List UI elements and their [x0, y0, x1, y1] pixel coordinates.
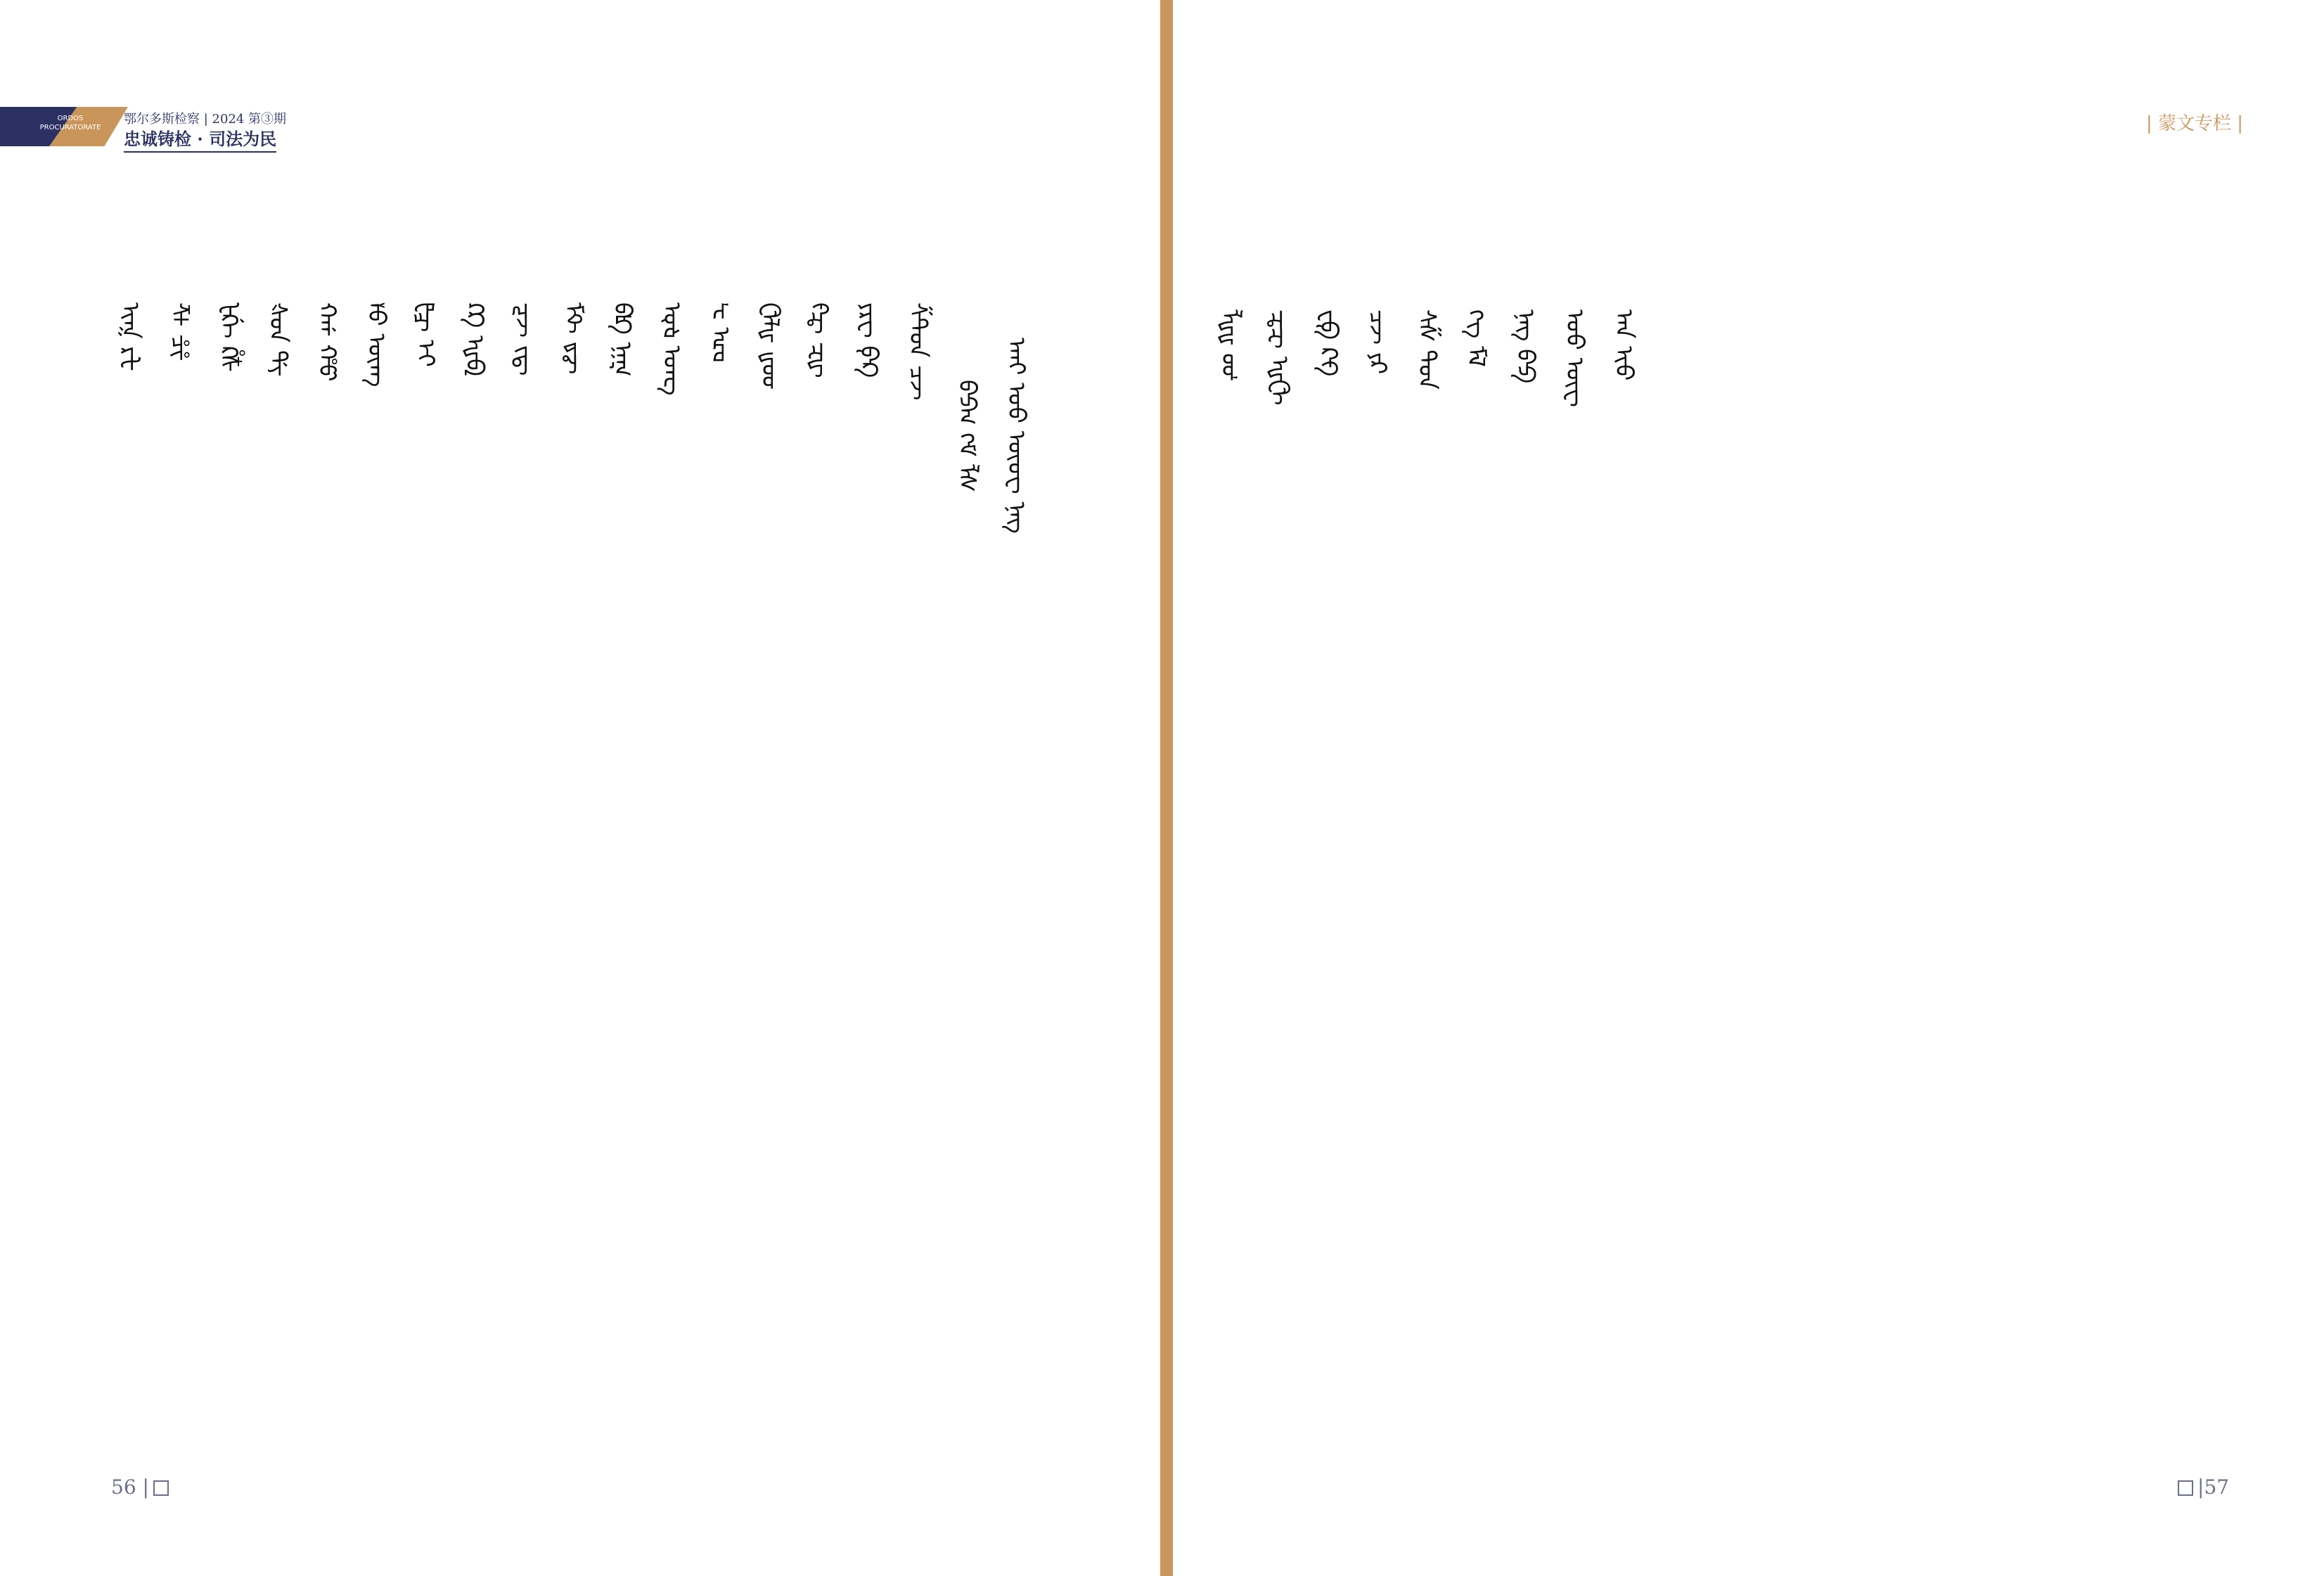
mongolian-text-column: ᡧᡨ ᡩᡪ: [264, 302, 292, 377]
mongolian-text-column: ᡇᡈ ᡉᡊ: [657, 302, 686, 396]
mongolian-text-column: ᠿᡀ ᡁᡂ: [756, 302, 784, 390]
mongolian-text-column: ᠸᠹ ᠺᠻ: [1314, 309, 1342, 377]
procuratorate-logo: ORDOS PROCURATORATE: [39, 115, 101, 132]
magazine-issue: 鄂尔多斯检察 | 2024 第③期: [124, 112, 287, 127]
mongolian-text-column: ᠼᠽ ᠾᠿ: [1265, 309, 1293, 406]
mongolian-text-column: ᠠᠡᠢ ᠣᠤ ᠥᠦᠧ ᠨᠩ: [1002, 338, 1030, 534]
mongolian-text-column: ᡣᡤ ᡥᡦ: [313, 302, 341, 382]
mongolian-text-column: ᡗᡘ ᡙᡚ: [461, 302, 489, 377]
mongolian-text-column: ᠶᠷᠸ ᠹᠺ: [854, 302, 882, 378]
mongolian-text-column: ᠴᠵ ᠶᠷ: [1363, 309, 1392, 375]
mongolian-text-column: ᠬᠭ ᠮᠯ: [1462, 309, 1490, 367]
mongolian-text-column: ᡛᡜ ᡝᡞ: [411, 302, 439, 367]
mongolian-text-column: ᡀᡁ ᡂᡃ: [1216, 309, 1244, 380]
mongolian-text-column: ᠻᠼ ᠽᠾ: [805, 302, 833, 378]
journal-icon: [153, 1480, 169, 1496]
mongolian-text-column: ᠤᠥ ᠦᠧ: [1560, 309, 1588, 407]
section-tag: | 蒙文专栏 |: [2146, 113, 2244, 134]
mongolian-text-column: ᡓᡔ ᡕᡖ: [510, 302, 538, 376]
mongolian-text-column: ᠰᠱ ᠲᠳ: [1413, 309, 1441, 390]
journal-icon: [2178, 1480, 2193, 1496]
left-page: [0, 0, 1160, 1576]
mongolian-text-column: ᡏᡐ ᡑᡒ: [559, 302, 587, 375]
mongolian-text-column: ᡟᡠ ᡡᡢ: [362, 302, 390, 387]
magazine-slogan: 忠诚铸检 · 司法为民: [124, 125, 276, 153]
mongolian-text-column: ᠪᠫᠬ ᠭᠮ ᠯᠰ: [953, 380, 981, 493]
page-number-left: 56 |: [111, 1475, 173, 1499]
mongolian-text-column: ᡫᡬ ᡭᡮ: [214, 302, 243, 372]
right-page: [1173, 0, 2324, 1576]
mongolian-text-column: ᡃᡄ ᡅᡆ: [707, 302, 735, 362]
mongolian-text-column: ᠠᠡ ᠢᠣ: [1610, 309, 1638, 381]
mongolian-text-column: ᡳᡴ ᡵᡶ: [116, 302, 144, 371]
mongolian-text-column: ᡯᡰ ᡱᡲ: [165, 302, 193, 361]
mongolian-text-column: ᡋᡌ ᡍᡎ: [608, 302, 636, 377]
book-spine: [1160, 0, 1173, 1576]
mongolian-text-column: ᠱᠲᠳ ᠴᠵ: [904, 302, 932, 401]
page-number-right: |57: [2174, 1475, 2229, 1499]
mongolian-text-column: ᠨᠩ ᠪᠫ: [1511, 309, 1539, 384]
